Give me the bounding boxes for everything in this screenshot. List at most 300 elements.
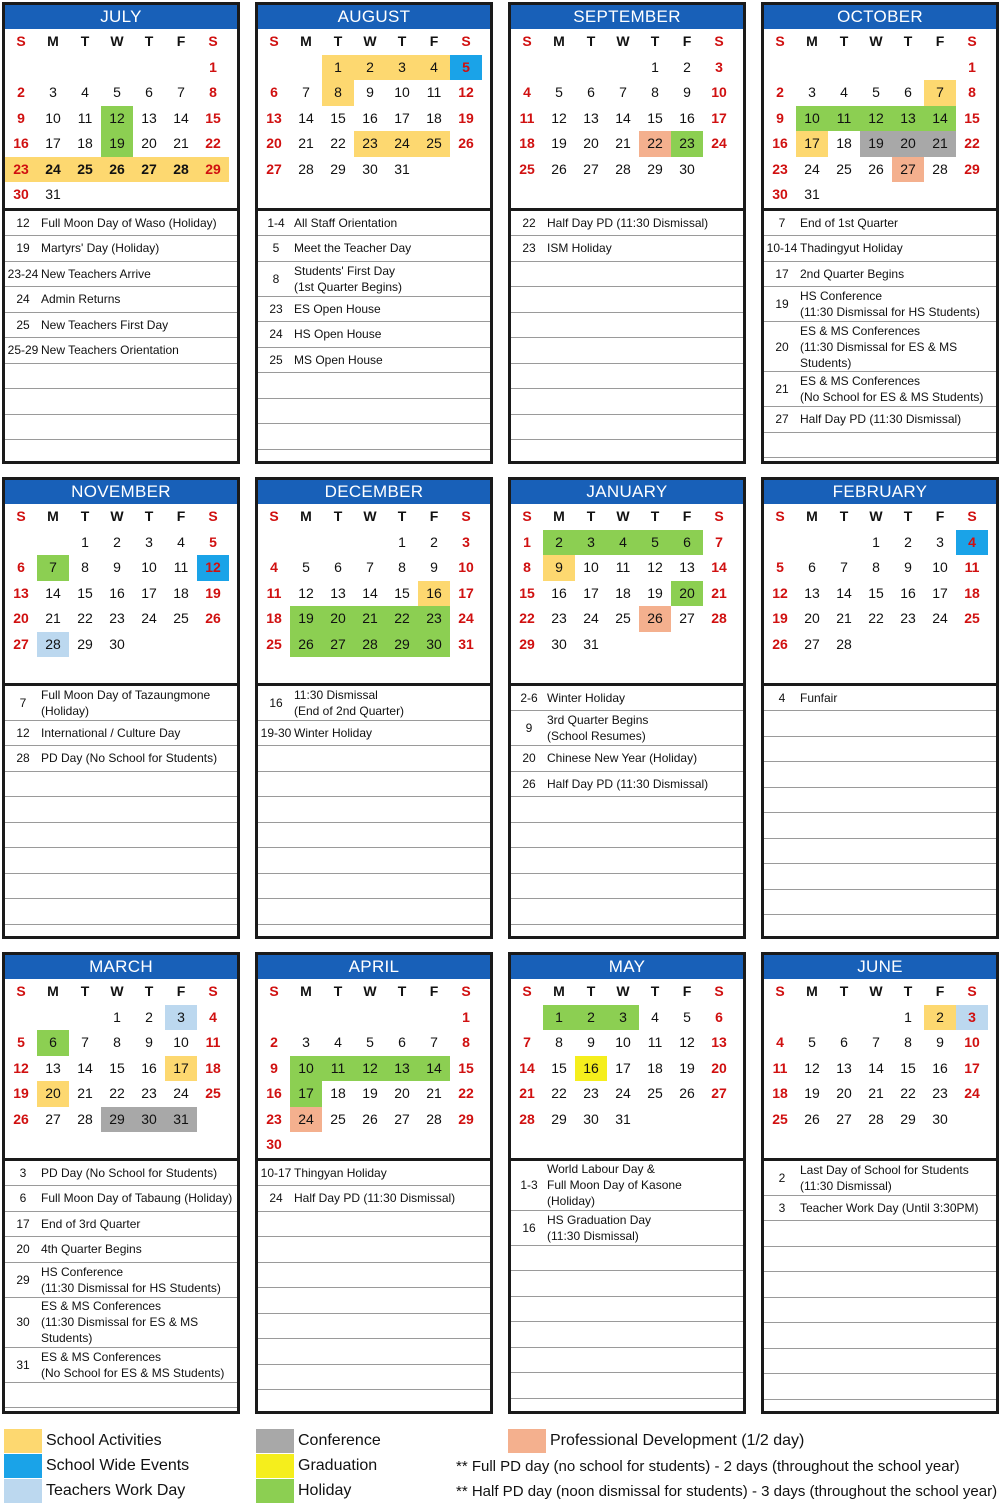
day-cell: 4 [607, 530, 639, 556]
day-cell: 13 [386, 1056, 418, 1082]
day-cell: 20 [836, 1085, 852, 1101]
day-cell: 14 [77, 1059, 93, 1076]
day-cell: 12 [647, 559, 663, 575]
day-cell: 17 [458, 584, 474, 601]
month-title: MARCH [5, 955, 237, 979]
empty-cell [69, 182, 101, 208]
day-cell: 11 [426, 84, 442, 100]
empty-cell [924, 1132, 956, 1158]
weekday-label: S [967, 983, 977, 999]
empty-cell [764, 1132, 796, 1158]
day-cell: 2 [776, 84, 784, 100]
month-calendar [764, 29, 996, 211]
blank-event-row [511, 389, 743, 415]
day-cell: 19 [101, 131, 133, 157]
blank-event-row [764, 1323, 996, 1349]
day-cell: 12 [458, 84, 474, 100]
day-cell: 20 [266, 135, 282, 151]
weekday-label: T [586, 983, 596, 999]
month-november [2, 477, 240, 939]
blank-event-row [511, 797, 743, 823]
day-cell: 9 [904, 559, 912, 575]
empty-cell [956, 1132, 988, 1158]
month-june [761, 952, 999, 1414]
weekday-label: T [333, 508, 343, 524]
blank-event-row [511, 1322, 743, 1348]
week-row [258, 1005, 490, 1031]
legend-note-half-pd: ** Half PD day (noon dismissal for students) - 3 days (throughout the school year) [456, 1483, 998, 1500]
empty-cell [418, 157, 450, 183]
day-cell: 16 [772, 135, 788, 151]
weekday-label: S [461, 33, 471, 49]
events-list [5, 1161, 237, 1409]
day-cell: 19 [647, 584, 663, 601]
week-row [764, 55, 996, 81]
event-row [5, 1161, 237, 1187]
weekday-label: T [650, 508, 660, 524]
day-cell: 4 [956, 530, 988, 556]
empty-cell [37, 1005, 69, 1031]
weekday-label: T [650, 983, 660, 999]
day-cell: 18 [330, 1085, 346, 1101]
empty-cell [69, 657, 101, 683]
empty-cell [860, 632, 892, 658]
event-row [5, 746, 237, 772]
day-cell: 19 [860, 131, 892, 157]
empty-cell [69, 1132, 101, 1158]
event-row [258, 348, 490, 374]
week-row [258, 80, 490, 106]
day-cell: 24 [615, 1085, 631, 1101]
empty-cell [165, 657, 197, 683]
weekday-label: S [775, 983, 785, 999]
empty-cell [828, 1132, 860, 1158]
day-cell: 16 [551, 584, 567, 601]
day-cell: 21 [173, 135, 189, 151]
event-text: Winter Holiday [547, 690, 626, 705]
day-cell: 18 [77, 135, 93, 151]
empty-cell [703, 182, 735, 208]
empty-cell [639, 182, 671, 208]
day-cell: 17 [165, 1056, 197, 1082]
empty-cell [828, 1005, 860, 1031]
blank-event-row [511, 1348, 743, 1374]
event-date: 3 [778, 1200, 786, 1215]
empty-cell [639, 1132, 671, 1158]
weekday-row [258, 504, 490, 530]
month-title: APRIL [258, 955, 490, 979]
day-cell: 11 [205, 1034, 221, 1050]
day-cell: 4 [418, 55, 450, 81]
week-row [258, 632, 490, 658]
empty-cell [764, 530, 796, 556]
empty-cell [290, 1132, 322, 1158]
empty-cell [639, 632, 671, 658]
day-cell: 24 [711, 135, 727, 151]
day-cell: 8 [209, 84, 217, 100]
weekday-label: F [935, 983, 945, 999]
day-cell: 3 [715, 58, 723, 75]
events-list [258, 1161, 490, 1391]
month-calendar [764, 979, 996, 1161]
empty-cell [703, 1107, 735, 1133]
day-cell: 6 [587, 84, 595, 100]
day-cell: 5 [555, 84, 563, 100]
event-row [764, 322, 996, 372]
event-text: Full Moon Day of Tazaungmone (Holiday) [41, 687, 211, 718]
day-cell: 27 [711, 1085, 727, 1101]
weekday-label: S [16, 508, 26, 524]
empty-cell [418, 657, 450, 683]
event-row [5, 1186, 237, 1212]
week-row [511, 182, 743, 208]
day-cell: 15 [964, 109, 980, 126]
day-cell: 14 [519, 1059, 535, 1076]
day-cell: 3 [575, 530, 607, 556]
day-cell: 25 [519, 160, 535, 177]
event-row [511, 1211, 743, 1246]
empty-cell [860, 1005, 892, 1031]
empty-cell [133, 55, 165, 81]
empty-cell [575, 182, 607, 208]
day-cell: 30 [109, 635, 125, 652]
day-cell: 20 [892, 131, 924, 157]
day-cell: 26 [868, 160, 884, 177]
weekday-label: W [110, 33, 124, 49]
day-cell: 14 [711, 559, 727, 575]
event-row [511, 1161, 743, 1211]
week-row [511, 632, 743, 658]
day-cell: 12 [197, 555, 229, 581]
event-date: 20 [522, 751, 536, 766]
day-cell: 22 [964, 135, 980, 151]
week-row [258, 1107, 490, 1133]
legend-swatch-holiday [256, 1479, 294, 1503]
day-cell: 2 [683, 58, 691, 75]
event-text: PD Day (No School for Students) [41, 1165, 218, 1180]
day-cell: 5 [209, 533, 217, 550]
day-cell: 9 [17, 109, 25, 126]
event-text: HS Graduation Day (11:30 Dismissal) [547, 1212, 652, 1243]
day-cell: 3 [956, 1005, 988, 1031]
day-cell: 31 [394, 160, 410, 177]
day-cell: 16 [266, 1085, 282, 1101]
empty-cell [101, 657, 133, 683]
weekday-label: T [650, 33, 660, 49]
blank-event-row [511, 874, 743, 900]
day-cell: 4 [651, 1008, 659, 1025]
blank-event-row [258, 1212, 490, 1238]
weekday-label: S [208, 33, 218, 49]
day-cell: 24 [37, 157, 69, 183]
day-cell: 11 [322, 1056, 354, 1082]
blank-event-row [258, 797, 490, 823]
weekday-label: T [586, 33, 596, 49]
day-cell: 22 [77, 610, 93, 626]
day-cell: 12 [804, 1059, 820, 1076]
blank-event-row [764, 1374, 996, 1400]
week-row [5, 55, 237, 81]
day-cell: 27 [583, 160, 599, 177]
event-row [764, 287, 996, 322]
weekday-label: M [806, 983, 818, 999]
month-title: JANUARY [511, 480, 743, 504]
day-cell: 15 [109, 1059, 125, 1076]
week-row [764, 530, 996, 556]
week-row [258, 530, 490, 556]
day-cell: 25 [69, 157, 101, 183]
day-cell: 20 [394, 1085, 410, 1101]
weekday-row [764, 29, 996, 55]
day-cell: 27 [394, 1110, 410, 1127]
week-row [764, 1081, 996, 1107]
empty-cell [796, 1005, 828, 1031]
day-cell: 28 [77, 1110, 93, 1127]
legend-item-graduation [256, 1454, 377, 1478]
day-cell: 6 [270, 84, 278, 100]
month-calendar [511, 504, 743, 686]
day-cell: 16 [141, 1059, 157, 1076]
month-calendar [258, 29, 490, 211]
day-cell: 22 [900, 1085, 916, 1101]
event-date: 24 [269, 327, 283, 342]
weekday-label: W [616, 508, 630, 524]
empty-cell [511, 1005, 543, 1031]
day-cell: 14 [298, 109, 314, 126]
week-row [511, 1056, 743, 1082]
day-cell: 11 [615, 559, 631, 575]
events-list [511, 211, 743, 441]
event-text: HS Conference (11:30 Dismissal for HS Students) [41, 1264, 221, 1295]
month-calendar [764, 504, 996, 686]
empty-cell [703, 657, 735, 683]
event-text: Full Moon Day of Tabaung (Holiday) [41, 1191, 233, 1206]
empty-cell [290, 657, 322, 683]
day-cell: 15 [551, 1059, 567, 1076]
week-row [5, 1132, 237, 1158]
blank-event-row [511, 364, 743, 390]
event-text: Thadingyut Holiday [800, 241, 903, 256]
day-cell: 12 [860, 106, 892, 132]
empty-cell [575, 1132, 607, 1158]
weekday-label: W [363, 983, 377, 999]
month-title: DECEMBER [258, 480, 490, 504]
blank-event-row [764, 1247, 996, 1273]
blank-event-row [511, 848, 743, 874]
month-title: JULY [5, 5, 237, 29]
day-cell: 1 [968, 58, 976, 75]
event-date: 4 [778, 690, 786, 705]
day-cell: 14 [45, 584, 61, 601]
week-row [258, 1132, 490, 1158]
day-cell: 30 [679, 160, 695, 177]
empty-cell [671, 182, 703, 208]
day-cell: 15 [458, 1059, 474, 1076]
weekday-label: S [16, 983, 26, 999]
day-cell: 17 [711, 109, 727, 126]
week-row [5, 106, 237, 132]
event-row [511, 686, 743, 712]
empty-cell [450, 157, 482, 183]
day-cell: 29 [964, 160, 980, 177]
empty-cell [924, 182, 956, 208]
blank-event-row [511, 1246, 743, 1272]
weekday-label: M [47, 33, 59, 49]
empty-cell [69, 55, 101, 81]
day-cell: 5 [639, 530, 671, 556]
events-list [764, 211, 996, 459]
day-cell: 13 [45, 1059, 61, 1076]
weekday-label: W [869, 983, 883, 999]
weekday-label: W [363, 508, 377, 524]
empty-cell [5, 55, 37, 81]
empty-cell [671, 1107, 703, 1133]
week-row [511, 1030, 743, 1056]
empty-cell [258, 182, 290, 208]
day-cell: 29 [197, 157, 229, 183]
weekday-row [5, 979, 237, 1005]
empty-cell [290, 1005, 322, 1031]
day-cell: 22 [386, 606, 418, 632]
day-cell: 25 [173, 610, 189, 626]
empty-cell [764, 657, 796, 683]
day-cell: 19 [679, 1059, 695, 1076]
events-list [764, 686, 996, 916]
weekday-row [511, 979, 743, 1005]
day-cell: 29 [330, 160, 346, 177]
empty-cell [101, 182, 133, 208]
empty-cell [197, 1132, 229, 1158]
event-date: 2-6 [520, 690, 538, 705]
weekday-label: W [110, 983, 124, 999]
day-cell: 26 [551, 160, 567, 177]
day-cell: 15 [900, 1059, 916, 1076]
week-row [258, 55, 490, 81]
week-row [511, 80, 743, 106]
legend-swatch-school-activities [4, 1429, 42, 1453]
month-august [255, 2, 493, 464]
day-cell: 12 [679, 1034, 695, 1050]
event-row [764, 407, 996, 433]
day-cell: 11 [173, 559, 189, 575]
weekday-label: F [682, 508, 692, 524]
day-cell: 3 [607, 1005, 639, 1031]
month-february [761, 477, 999, 939]
empty-cell [828, 657, 860, 683]
day-cell: 18 [647, 1059, 663, 1076]
empty-cell [290, 55, 322, 81]
weekday-label: W [363, 33, 377, 49]
event-text: Martyrs' Day (Holiday) [41, 241, 160, 256]
month-title: NOVEMBER [5, 480, 237, 504]
weekday-label: S [714, 983, 724, 999]
day-cell: 18 [772, 1085, 788, 1101]
day-cell: 14 [924, 106, 956, 132]
month-calendar [5, 979, 237, 1161]
blank-event-row [5, 415, 237, 441]
day-cell: 2 [575, 1005, 607, 1031]
day-cell: 22 [551, 1085, 567, 1101]
event-date: 7 [778, 215, 786, 230]
day-cell: 20 [804, 610, 820, 626]
month-title: OCTOBER [764, 5, 996, 29]
event-row [511, 772, 743, 798]
empty-cell [386, 182, 418, 208]
event-date: 25 [16, 317, 30, 332]
week-row [511, 657, 743, 683]
event-date: 19 [16, 241, 30, 256]
day-cell: 1 [543, 1005, 575, 1031]
empty-cell [703, 1132, 735, 1158]
empty-cell [322, 657, 354, 683]
empty-cell [354, 1132, 386, 1158]
empty-cell [5, 657, 37, 683]
day-cell: 17 [964, 1059, 980, 1076]
day-cell: 26 [362, 1110, 378, 1127]
empty-cell [133, 632, 165, 658]
day-cell: 15 [330, 109, 346, 126]
blank-event-row [764, 864, 996, 890]
blank-event-row [5, 874, 237, 900]
day-cell: 15 [77, 584, 93, 601]
day-cell: 21 [711, 584, 727, 601]
day-cell: 17 [615, 1059, 631, 1076]
week-row [5, 581, 237, 607]
empty-cell [165, 55, 197, 81]
week-row [764, 555, 996, 581]
day-cell: 10 [45, 109, 61, 126]
week-row [764, 1030, 996, 1056]
day-cell: 21 [868, 1085, 884, 1101]
weekday-label: T [839, 983, 849, 999]
weekday-label: F [682, 33, 692, 49]
event-text: Funfair [800, 690, 838, 705]
day-cell: 26 [639, 606, 671, 632]
event-row [258, 721, 490, 747]
day-cell: 26 [290, 632, 322, 658]
weekday-label: T [903, 983, 913, 999]
day-cell: 8 [555, 1034, 563, 1050]
day-cell: 6 [398, 1034, 406, 1050]
day-cell: 14 [836, 584, 852, 601]
event-date: 6 [19, 1191, 27, 1206]
empty-cell [796, 55, 828, 81]
day-cell: 20 [322, 606, 354, 632]
day-cell: 20 [671, 581, 703, 607]
day-cell: 16 [575, 1056, 607, 1082]
event-text: All Staff Orientation [294, 215, 398, 230]
day-cell: 16 [13, 135, 29, 151]
day-cell: 7 [523, 1034, 531, 1050]
event-date: 10-17 [260, 1165, 292, 1180]
day-cell: 2 [270, 1034, 278, 1050]
month-title: FEBRUARY [764, 480, 996, 504]
weekday-label: T [903, 33, 913, 49]
event-text: HS Open House [294, 327, 382, 342]
empty-cell [511, 657, 543, 683]
day-cell: 14 [868, 1059, 884, 1076]
day-cell: 25 [964, 610, 980, 626]
legend-label: Professional Development (1/2 day) [550, 1432, 805, 1449]
day-cell: 30 [772, 186, 788, 202]
day-cell: 11 [828, 106, 860, 132]
day-cell: 27 [45, 1110, 61, 1127]
events-list [511, 686, 743, 925]
day-cell: 13 [13, 584, 29, 601]
day-cell: 2 [145, 1008, 153, 1025]
empty-cell [543, 182, 575, 208]
day-cell: 17 [394, 109, 410, 126]
